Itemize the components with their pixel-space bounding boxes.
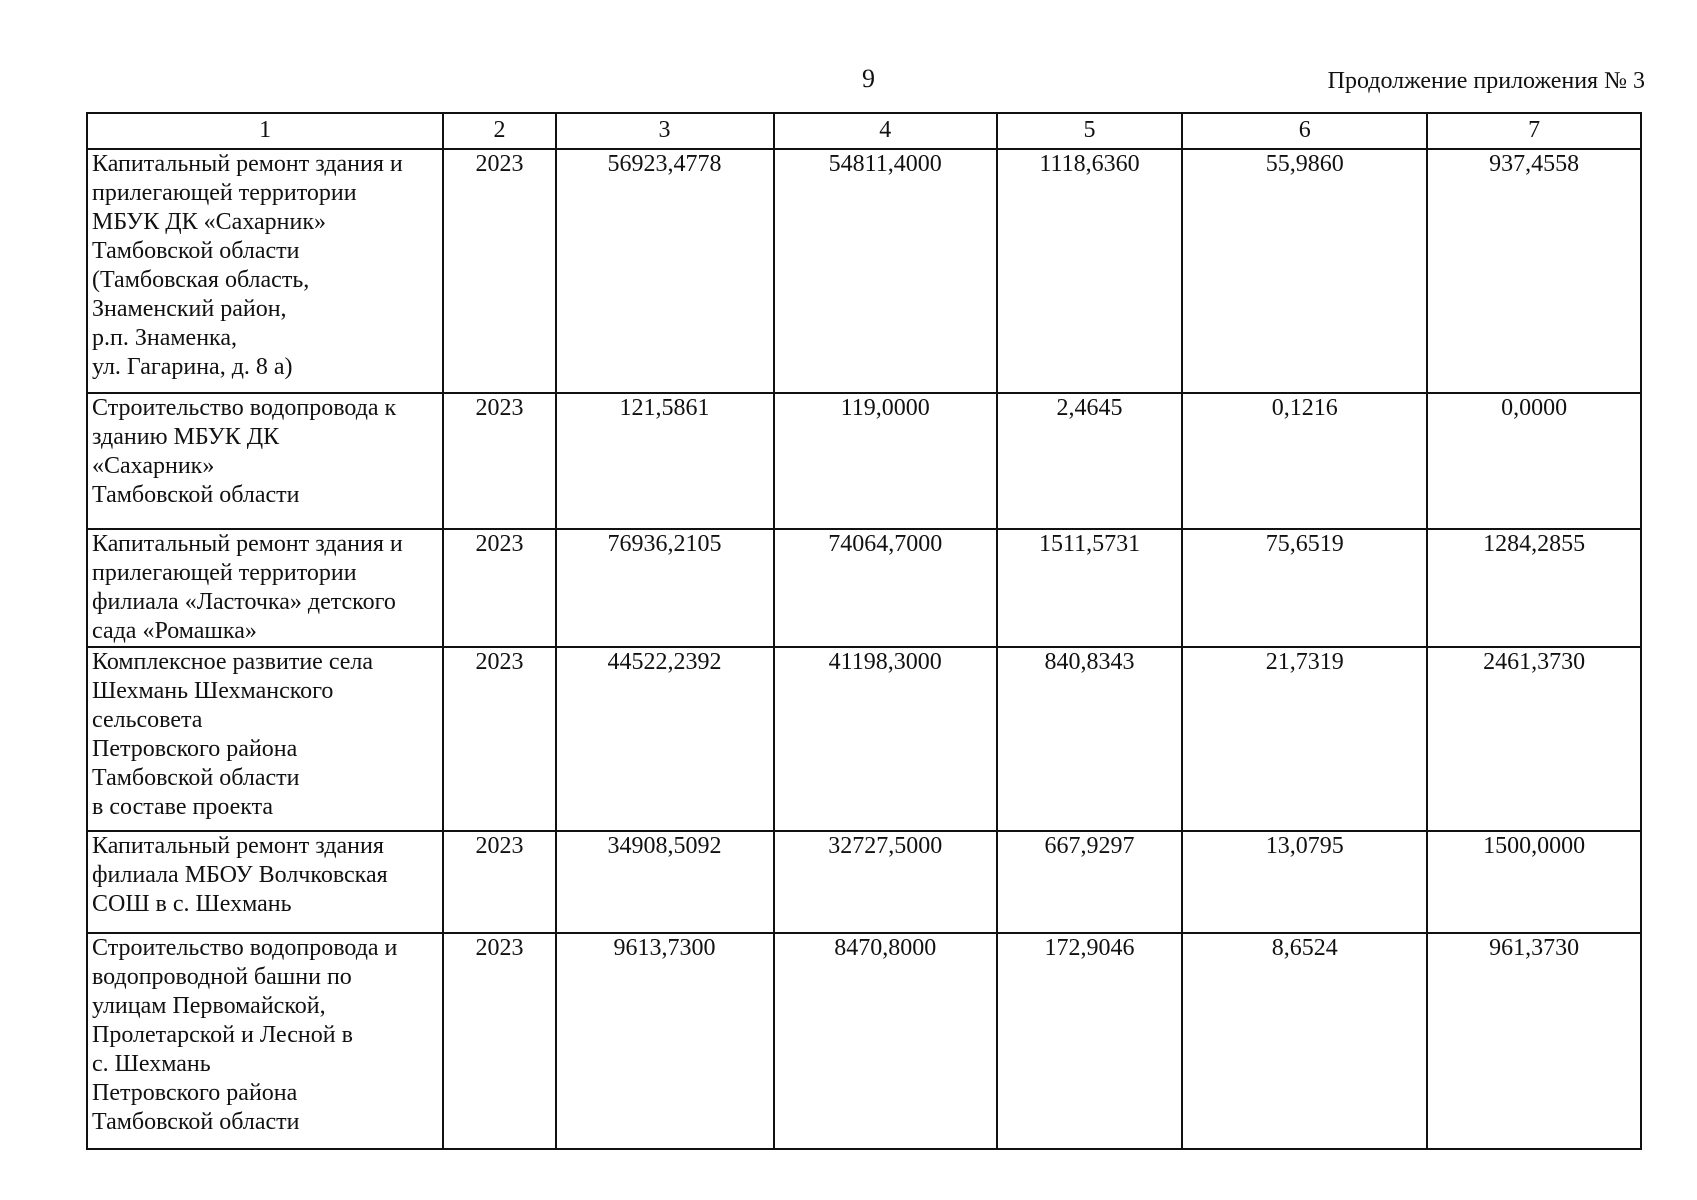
value-cell-col3: 56923,4778 — [556, 149, 774, 393]
value-cell-col7: 1500,0000 — [1427, 831, 1641, 933]
value-cell-col5: 1511,5731 — [997, 529, 1182, 647]
column-header: 5 — [997, 113, 1182, 149]
object-description: Капитальный ремонт здания и прилегающей территории филиала «Ласточка» детского сада «Ромашка» — [87, 529, 443, 647]
value-cell-col7: 0,0000 — [1427, 393, 1641, 529]
column-header: 7 — [1427, 113, 1641, 149]
object-description: Строительство водопровода и водопроводной башни по улицам Первомайской, Пролетарской и Лесной в с. Шехмань Петровского района Тамбовской области — [87, 933, 443, 1149]
value-cell-col7: 2461,3730 — [1427, 647, 1641, 831]
value-cell-col3: 76936,2105 — [556, 529, 774, 647]
year-cell: 2023 — [443, 647, 555, 831]
value-cell-col5: 172,9046 — [997, 933, 1182, 1149]
table-row — [87, 933, 1641, 1149]
value-cell-col3: 34908,5092 — [556, 831, 774, 933]
object-description: Капитальный ремонт здания филиала МБОУ Волчковская СОШ в с. Шехмань — [87, 831, 443, 933]
value-cell-col4: 32727,5000 — [774, 831, 997, 933]
year-cell: 2023 — [443, 933, 555, 1149]
table-row — [87, 647, 1641, 831]
value-cell-col4: 54811,4000 — [774, 149, 997, 393]
value-cell-col4: 74064,7000 — [774, 529, 997, 647]
value-cell-col6: 0,1216 — [1182, 393, 1427, 529]
value-cell-col6: 21,7319 — [1182, 647, 1427, 831]
year-cell: 2023 — [443, 149, 555, 393]
value-cell-col4: 8470,8000 — [774, 933, 997, 1149]
data-table — [86, 112, 1642, 1150]
value-cell-col7: 937,4558 — [1427, 149, 1641, 393]
value-cell-col4: 119,0000 — [774, 393, 997, 529]
year-cell: 2023 — [443, 529, 555, 647]
value-cell-col3: 9613,7300 — [556, 933, 774, 1149]
appendix-continuation-label: Продолжение приложения № 3 — [1327, 68, 1645, 94]
year-cell: 2023 — [443, 393, 555, 529]
column-header: 2 — [443, 113, 555, 149]
column-header: 3 — [556, 113, 774, 149]
value-cell-col5: 1118,6360 — [997, 149, 1182, 393]
column-header-row — [87, 113, 1641, 149]
value-cell-col3: 44522,2392 — [556, 647, 774, 831]
value-cell-col7: 961,3730 — [1427, 933, 1641, 1149]
table-row — [87, 529, 1641, 647]
value-cell-col5: 667,9297 — [997, 831, 1182, 933]
value-cell-col5: 2,4645 — [997, 393, 1182, 529]
object-description: Капитальный ремонт здания и прилегающей территории МБУК ДК «Сахарник» Тамбовской области (Тамбовская область, Знаменский район, р.п. Знаменка, ул. Гагарина, д. 8 а) — [87, 149, 443, 393]
page-number: 9 — [862, 64, 875, 93]
table-row — [87, 831, 1641, 933]
value-cell-col3: 121,5861 — [556, 393, 774, 529]
column-header: 4 — [774, 113, 997, 149]
table-row — [87, 149, 1641, 393]
object-description: Строительство водопровода к зданию МБУК ДК «Сахарник» Тамбовской области — [87, 393, 443, 529]
value-cell-col6: 75,6519 — [1182, 529, 1427, 647]
column-header: 6 — [1182, 113, 1427, 149]
column-header: 1 — [87, 113, 443, 149]
value-cell-col6: 8,6524 — [1182, 933, 1427, 1149]
table-row — [87, 393, 1641, 529]
value-cell-col6: 13,0795 — [1182, 831, 1427, 933]
value-cell-col7: 1284,2855 — [1427, 529, 1641, 647]
value-cell-col6: 55,9860 — [1182, 149, 1427, 393]
object-description: Комплексное развитие села Шехмань Шехманского сельсовета Петровского района Тамбовской области в составе проекта — [87, 647, 443, 831]
value-cell-col5: 840,8343 — [997, 647, 1182, 831]
value-cell-col4: 41198,3000 — [774, 647, 997, 831]
year-cell: 2023 — [443, 831, 555, 933]
